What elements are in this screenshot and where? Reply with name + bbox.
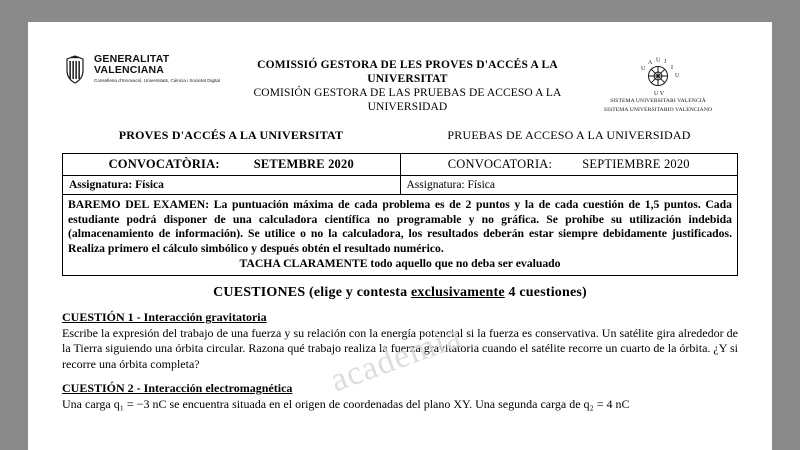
subtitle-ca: PROVES D'ACCÉS A LA UNIVERSITAT — [118, 128, 344, 142]
question-2-text: Una carga q₁ = −3 nC se encuentra situada en el origen de coordenadas del plano XY. Una segunda carga de q₂ = 4 nC — [62, 397, 630, 412]
subtitle-es: PRUEBAS DE ACCESO A LA UNIVERSIDAD — [447, 128, 691, 142]
asignatura-ca-cell: Assignatura: Física — [63, 176, 401, 195]
generalitat-crest-icon — [62, 55, 88, 85]
section-title-pre: CUESTIONES (elige y contesta — [213, 284, 411, 300]
university-logo — [578, 54, 738, 113]
convocatoria-ca-cell — [63, 154, 401, 176]
svg-text:U V: U V — [654, 91, 665, 96]
watermark: academia — [325, 317, 467, 400]
question-2-heading: CUESTIÓN 2 - Interacción electromagnética — [62, 381, 293, 396]
university-subtitle-es: SISTEMA UNIVERSITARIO VALENCIANO — [603, 106, 713, 113]
university-subtitle-ca: SISTEMA UNIVERSITARI VALENCIÀ — [610, 98, 706, 104]
convocatoria-ca-value: SETEMBRE 2020 — [253, 157, 354, 171]
exam-info-table — [62, 153, 738, 276]
asignatura-es-cell: Assignatura: Física — [400, 176, 738, 195]
generalitat-line2: VALENCIANA — [94, 64, 165, 76]
generalitat-logo — [62, 54, 237, 85]
header-title-es: COMISIÓN GESTORA DE LAS PRUEBAS DE ACCESO A LA UNIVERSIDAD — [253, 87, 562, 113]
header-title-ca: COMISSIÓ GESTORA DE LES PROVES D'ACCÉS A LA UNIVERSITAT — [257, 59, 558, 85]
svg-text:J: J — [664, 59, 667, 65]
svg-text:U: U — [656, 57, 661, 64]
table-row-convocatoria — [63, 154, 738, 176]
svg-text:U: U — [641, 66, 646, 72]
baremo-tacha: TACHA CLARAMENTE todo aquello que no deba ser evaluado — [239, 257, 561, 271]
generalitat-wordmark — [94, 54, 220, 83]
university-seal-icon — [634, 54, 682, 96]
convocatoria-es-label: CONVOCATORIA: — [447, 157, 553, 171]
question-1-heading: CUESTIÓN 1 - Interacción gravitatoria — [62, 309, 267, 324]
svg-text:U: U — [675, 73, 680, 79]
svg-text:I: I — [671, 65, 673, 71]
convocatoria-es-value: SEPTIEMBRE 2020 — [582, 157, 690, 171]
generalitat-line1: GENERALITAT — [94, 53, 170, 65]
section-title-emphasis: exclusivamente — [411, 284, 505, 300]
question-1-text: Escribe la expresión del trabajo de una fuerza y su relación con la energía potencial si la fuerza es conservativa. Un satélite gira alrededor de la Tierra siguiendo una órbita circular. Razona qué trabajo realiza la fuerza gravitatoria cuando el satélite recorre un cuarto de la órbita. ¿Y si recorre una órbita completa? — [62, 325, 738, 371]
convocatoria-ca-label: CONVOCATÒRIA: — [108, 157, 220, 171]
section-title — [62, 285, 738, 301]
document-header — [62, 54, 738, 114]
header-titles — [237, 54, 578, 114]
table-row-asignatura — [63, 176, 738, 195]
baremo-cell — [63, 195, 738, 276]
baremo-text: BAREMO DEL EXAMEN: La puntuación máxima de cada problema es de 2 puntos y la de cada cuestión de 1,5 puntos. Cada estudiante podrá disponer de una calculadora científica no programable y no gráfica. Se prohíbe su utilización indebida (almacenamiento de información). Se utilice o no la calculadora, los resultados deberán estar siempre debidamente justificados. Realiza primero el cálculo simbólico y después obtén el resultado numérico. — [68, 198, 732, 255]
page-content — [28, 22, 772, 413]
convocatoria-es-cell — [400, 154, 738, 176]
table-row-baremo — [63, 195, 738, 276]
generalitat-subtitle: Conselleria d'Innovació, Universitats, Ciència i Societat Digital — [94, 78, 220, 83]
section-title-post: 4 cuestiones) — [504, 284, 587, 300]
document-page — [28, 22, 772, 450]
svg-text:A: A — [648, 60, 653, 66]
header-subtitles — [62, 128, 738, 143]
